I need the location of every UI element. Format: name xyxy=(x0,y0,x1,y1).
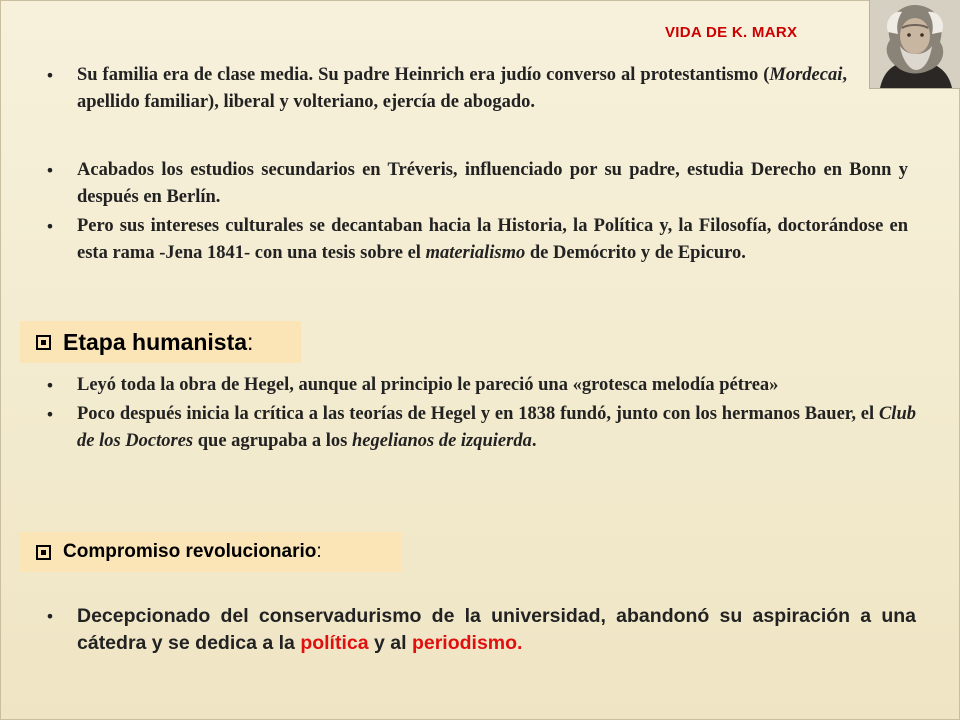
list-item: • Leyó toda la obra de Hegel, aunque al principio le pareció una «grotesca melodía pétrea» xyxy=(35,372,916,399)
bullet-icon: • xyxy=(45,376,55,395)
list-item: • Su familia era de clase media. Su padre Heinrich era judío converso al protestantismo (Mordecai, apellido familiar), liberal y volteriano, ejercía de abogado. xyxy=(35,62,847,116)
bullet-icon: • xyxy=(45,66,55,85)
family-bullets xyxy=(35,62,847,116)
highlight-periodismo: periodismo. xyxy=(411,632,523,654)
bullet-icon: • xyxy=(45,217,55,236)
bullet-icon: • xyxy=(45,607,55,626)
highlight-politica: política xyxy=(300,632,369,654)
section-heading-revolution: Compromiso revolucionario : xyxy=(20,532,401,572)
list-item: • Acabados los estudios secundarios en Tréveris, influenciado por su padre, estudia Derecho en Bonn y después en Berlín. xyxy=(35,157,908,211)
revolution-bullets xyxy=(35,603,916,657)
humanist-bullets xyxy=(35,372,916,455)
bullet-icon: • xyxy=(45,405,55,424)
section-heading-humanist: Etapa humanista : xyxy=(20,321,301,363)
checkbox-bullet-icon xyxy=(36,335,51,350)
slide-title: VIDA DE K. MARX xyxy=(665,24,798,41)
studies-bullets xyxy=(35,157,908,267)
checkbox-bullet-icon xyxy=(36,545,51,560)
bullet-icon: • xyxy=(45,161,55,180)
list-item: • Decepcionado del conservadurismo de la universidad, abandonó su aspiración a una cátedra y se dedica a la política y al periodismo. xyxy=(35,603,916,657)
karl-marx-portrait-icon xyxy=(869,0,960,89)
list-item: • Pero sus intereses culturales se decantaban hacia la Historia, la Política y, la Filosofía, doctorándose en esta rama -Jena 1841- con una tesis sobre el materialismo de Demócrito y de Epicuro. xyxy=(35,213,908,267)
list-item: • Poco después inicia la crítica a las teorías de Hegel y en 1838 fundó, junto con los hermanos Bauer, el Club de los Doctores que agrupaba a los hegelianos de izquierda. xyxy=(35,401,916,455)
